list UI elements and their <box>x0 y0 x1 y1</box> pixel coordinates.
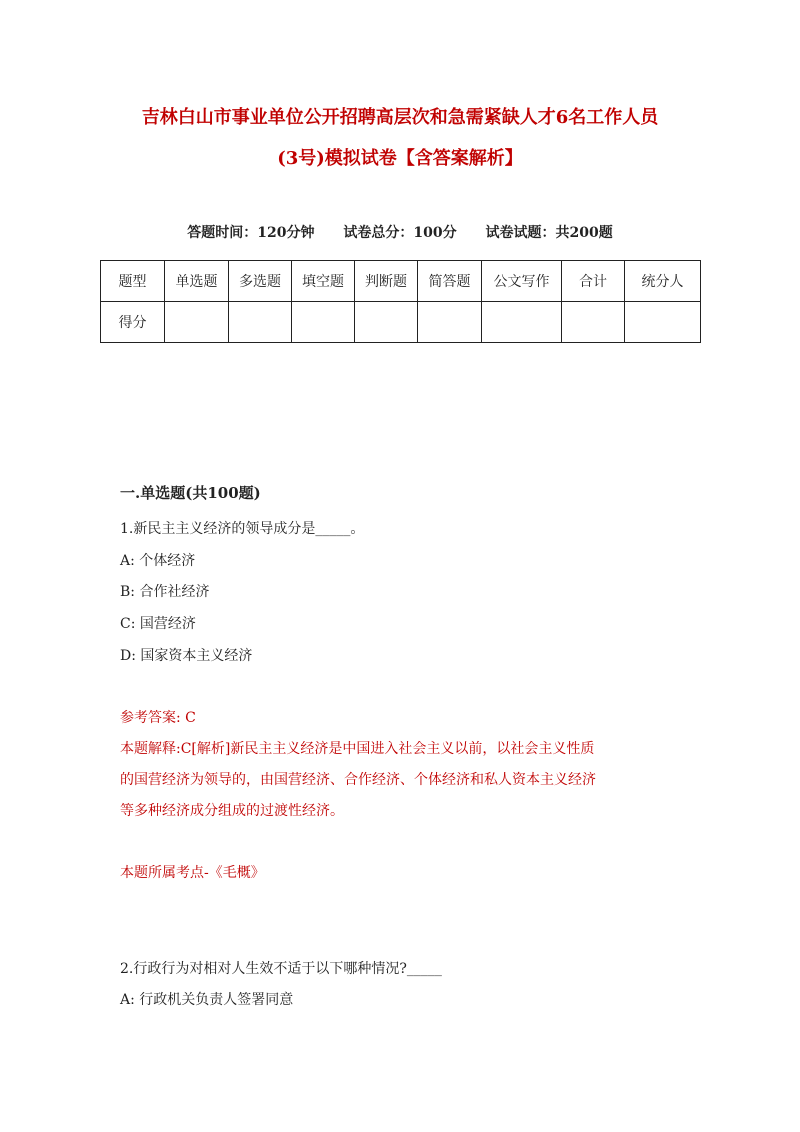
table-header-cell: 填空题 <box>292 261 355 302</box>
score-cell <box>418 302 482 343</box>
question-option: C: 国营经济 <box>120 616 196 632</box>
score-table-score-row <box>101 302 701 343</box>
score-cell <box>165 302 229 343</box>
answer-key: 参考答案: C <box>120 710 196 726</box>
exam-meta <box>0 222 800 244</box>
explanation-line: 等多种经济成分组成的过渡性经济。 <box>120 803 344 819</box>
question-option: A: 个体经济 <box>120 553 196 569</box>
explanation-line: 本题解释:C[解析]新民主主义经济是中国进入社会主义以前，以社会主义性质 <box>120 741 595 757</box>
table-header-cell: 合计 <box>562 261 625 302</box>
score-cell <box>482 302 562 343</box>
section-heading: 一.单选题(共100题) <box>120 484 261 502</box>
question-option: A: 行政机关负责人签署同意 <box>120 992 294 1008</box>
score-cell <box>355 302 418 343</box>
score-row-label: 得分 <box>101 302 165 343</box>
table-header-cell: 多选题 <box>229 261 292 302</box>
exam-time: 答题时间：120分钟 <box>187 225 315 241</box>
explanation-line: 的国营经济为领导的，由国营经济、合作经济、个体经济和私人资本主义经济 <box>120 772 596 788</box>
score-table-header-row <box>101 261 701 302</box>
table-header-cell: 统分人 <box>625 261 701 302</box>
document-title-line-2: (3号)模拟试卷【含答案解析】 <box>277 148 523 169</box>
question-stem: 1.新民主主义经济的领导成分是_____。 <box>120 521 365 537</box>
table-header-cell: 题型 <box>101 261 165 302</box>
score-cell <box>562 302 625 343</box>
score-table <box>100 260 701 343</box>
table-header-cell: 判断题 <box>355 261 418 302</box>
table-header-cell: 单选题 <box>165 261 229 302</box>
exam-question-count: 试卷试题：共200题 <box>485 225 613 241</box>
exam-total-score: 试卷总分：100分 <box>343 225 457 241</box>
table-header-cell: 公文写作 <box>482 261 562 302</box>
score-cell <box>229 302 292 343</box>
question-stem: 2.行政行为对相对人生效不适于以下哪种情况?_____ <box>120 961 442 977</box>
score-cell <box>292 302 355 343</box>
question-option: B: 合作社经济 <box>120 584 210 600</box>
topic-note: 本题所属考点-《毛概》 <box>120 865 265 881</box>
table-header-cell: 简答题 <box>418 261 482 302</box>
question-option: D: 国家资本主义经济 <box>120 648 253 664</box>
score-cell <box>625 302 701 343</box>
document-title-line-1: 吉林白山市事业单位公开招聘高层次和急需紧缺人才6名工作人员 <box>141 107 659 128</box>
